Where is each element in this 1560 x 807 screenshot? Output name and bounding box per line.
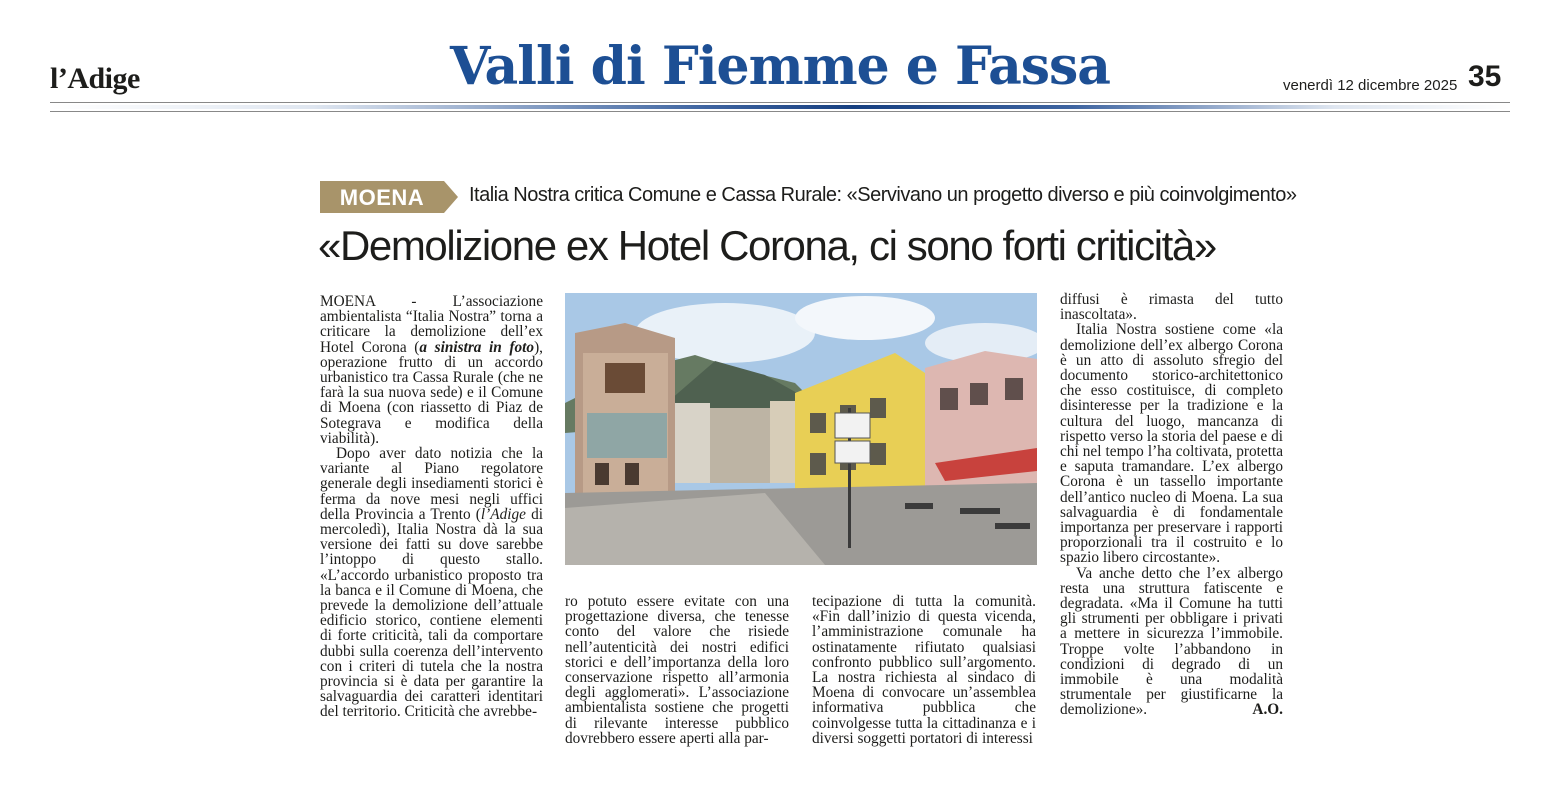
newspaper-logo: l’Adige	[50, 62, 140, 95]
header-gradient-band	[50, 105, 1510, 109]
text-run: Dopo aver dato notizia che la variante al Piano regolatore generale degli insediamenti storici è ferma da nove mesi negli uffici della Provincia a Trento (	[320, 445, 543, 523]
article-column-2	[565, 594, 789, 746]
subheadline: Italia Nostra critica Comune e Cassa Rurale: «Servivano un progetto diverso e più coinvolgimento»	[469, 184, 1297, 206]
text-run: Va anche detto che l’ex albergo resta una struttura fatiscente e degradata. «Ma il Comune ha tutti gli strumenti per obbligare i privati a mettere in sicurezza l’immobile. Troppe volte l’abbandono in condizioni di degrado di un immobile è una modalità strumentale per giustificarne la demolizione».	[1060, 564, 1283, 719]
header-rule-top	[50, 102, 1510, 103]
photo-reference: a sinistra in foto	[419, 338, 535, 356]
article-column-3	[812, 594, 1036, 746]
header-rule-bottom	[50, 111, 1510, 112]
paragraph	[320, 446, 543, 720]
paragraph: Italia Nostra sostiene come «la demolizione dell’ex albergo Corona è un atto di assoluto sfregio del documento storico-architettonico che esso costituisce, di completo disinteresse per la tradizione e la cultura del luogo, mancanza di rispetto verso la storia del paese e di chi nel tempo l’ha coltivata, protetta e saputa tramandare. L’ex albergo Corona è un tassello importante dell’antico nucleo di Moena. La sua salvaguardia è di fondamentale importanza per preservare i rapporti proporzionali tra il costruito e lo spazio libero circostante».	[1060, 321, 1283, 567]
page-number: 35	[1468, 60, 1502, 93]
issue-date: venerdì 12 dicembre 2025	[1283, 77, 1458, 94]
paragraph: ro potuto essere evitate con una progettazione diversa, che tenesse conto del valore che risiede nell’autenticità dei nostri edifici storici e dell’importanza della loro conservazione rispetto all’armonia degli agglomerati». L’associazione ambientalista sostiene che progetti di rilevante interesse pubblico dovrebbero essere aperti alla par-	[565, 593, 789, 747]
article-column-4	[1060, 292, 1283, 718]
paragraph: diffusi è rimasta del tutto inascoltata».	[1060, 291, 1283, 324]
text-run: MOENA - L’associazione ambientalista “Italia Nostra” torna a criticare la demolizione dell’ex Hotel Corona (	[320, 293, 543, 356]
author-signature: A.O.	[1252, 701, 1283, 719]
newspaper-reference: l’Adige	[480, 505, 526, 523]
headline: «Demolizione ex Hotel Corona, ci sono forti criticità»	[318, 222, 1216, 269]
section-title: Valli di Fiemme e Fassa	[449, 36, 1111, 97]
paragraph	[1060, 566, 1283, 718]
text-run: ), operazione frutto di un accordo urbanistico tra Cassa Rurale (che ne farà la sua nuova sede) e il Comune di Moena (con riassetto di Piaz de Sotegrava e modifica della viabilità).	[320, 338, 543, 447]
kicker-label: MOENA	[339, 185, 425, 210]
paragraph	[320, 294, 543, 446]
text-run: di mercoledì), Italia Nostra dà la sua versione dei fatti su dove sarebbe l’intoppo di questo stallo. «L’accordo urbanistico proposto tra la banca e il Comune di Moena, che prevede la demolizione dell’attuale edificio storico, contiene elementi di forte criticità, tali da comportare dubbi sulla coerenza dell’intervento con i criteri di tutela che la nostra provincia si è data per garantire la salvaguardia dei caratteri identitari del territorio. Criticità che avrebbe-	[320, 505, 543, 721]
kicker-tag	[320, 181, 460, 213]
paragraph: tecipazione di tutta la comunità. «Fin dall’inizio di questa vicenda, l’amministrazione comunale ha ostinatamente rifiutato qualsiasi confronto pubblico sull’argomento. La nostra richiesta al sindaco di Moena di convocare un’assemblea informativa pubblica che coinvolgesse tutta la cittadinanza e i diversi soggetti portatori di interessi	[812, 593, 1036, 747]
article-photo	[565, 293, 1037, 565]
photo-illustration	[565, 293, 1037, 565]
article-column-1	[320, 294, 543, 720]
